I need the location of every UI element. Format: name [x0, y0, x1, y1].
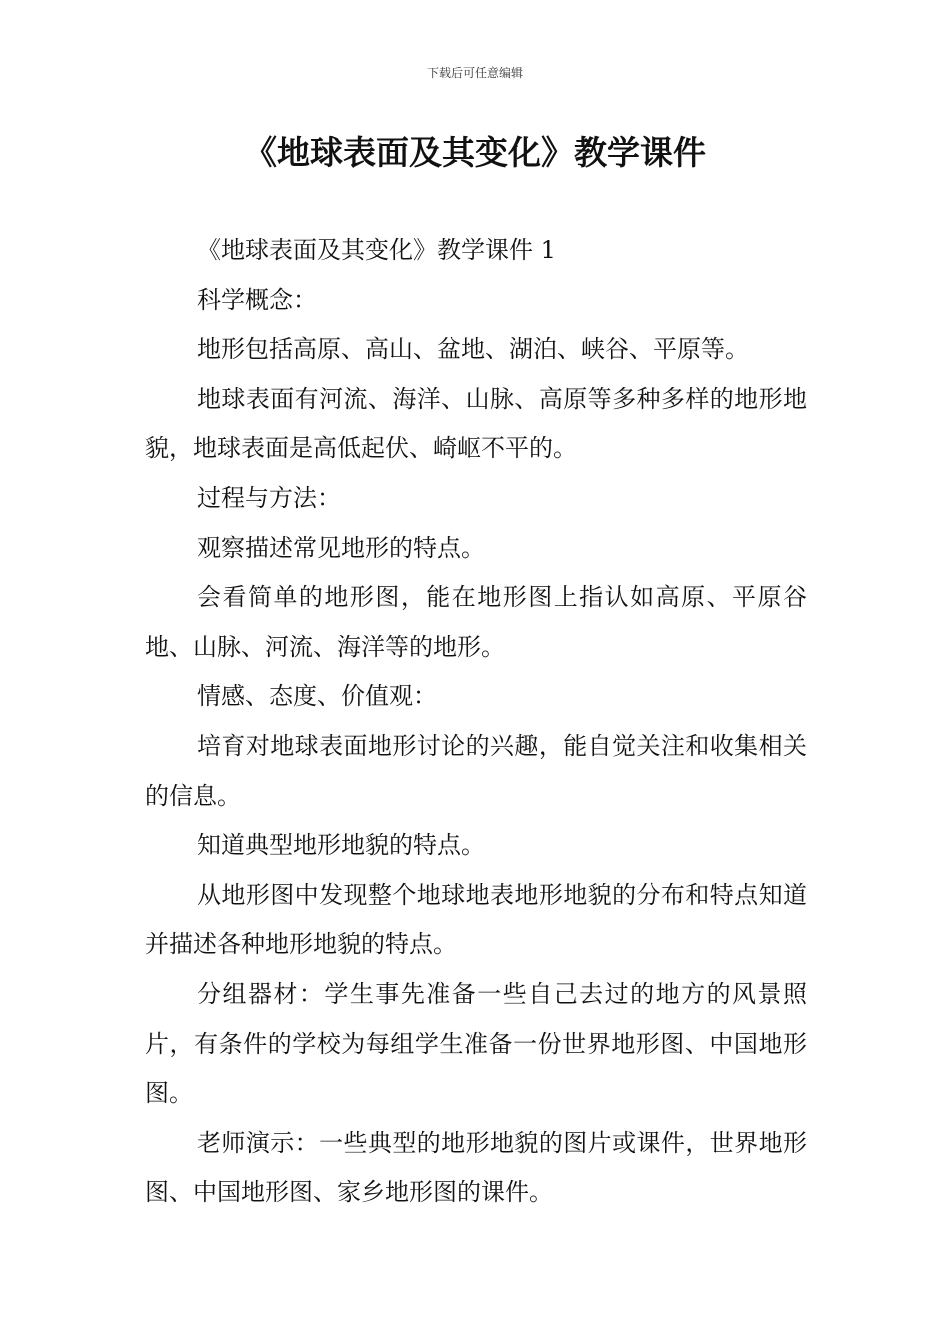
paragraph: 从地形图中发现整个地球地表地形地貌的分布和特点知道并描述各种地形地貌的特点。: [145, 880, 807, 959]
document-title: 《地球表面及其变化》教学课件: [244, 133, 706, 172]
page-header-note: 下载后可任意编辑: [426, 66, 523, 80]
paragraph: 会看简单的地形图，能在地形图上指认如高原、平原谷地、山脉、河流、海洋等的地形。: [145, 583, 807, 661]
paragraph: 地形包括高原、高山、盆地、湖泊、峡谷、平原等。: [197, 335, 749, 364]
paragraph-attitude-heading: 情感、态度、价值观：: [197, 682, 437, 711]
paragraph-teacher-demo: 老师演示：一些典型的地形地貌的图片或课件，世界地形图、中国地形图、家乡地形图的课件。: [145, 1128, 807, 1207]
paragraph-science-concept-heading: 科学概念：: [197, 285, 317, 314]
paragraph-group-materials: 分组器材：学生事先准备一些自己去过的地方的风景照片，有条件的学校为每组学生准备一份世界地形图、中国地形图。: [145, 979, 807, 1108]
paragraph: 观察描述常见地形的特点。: [197, 533, 485, 562]
paragraph: 地球表面有河流、海洋、山脉、高原等多种多样的地形地貌，地球表面是高低起伏、崎岖不平的。: [145, 384, 807, 463]
paragraph: 知道典型地形地貌的特点。: [197, 831, 485, 860]
paragraph-subtitle: 《地球表面及其变化》教学课件 1: [197, 236, 556, 264]
paragraph-process-method-heading: 过程与方法：: [197, 483, 341, 512]
document-body: [145, 226, 807, 1218]
paragraph: 培育对地球表面地形讨论的兴趣，能自觉关注和收集相关的信息。: [145, 731, 807, 810]
